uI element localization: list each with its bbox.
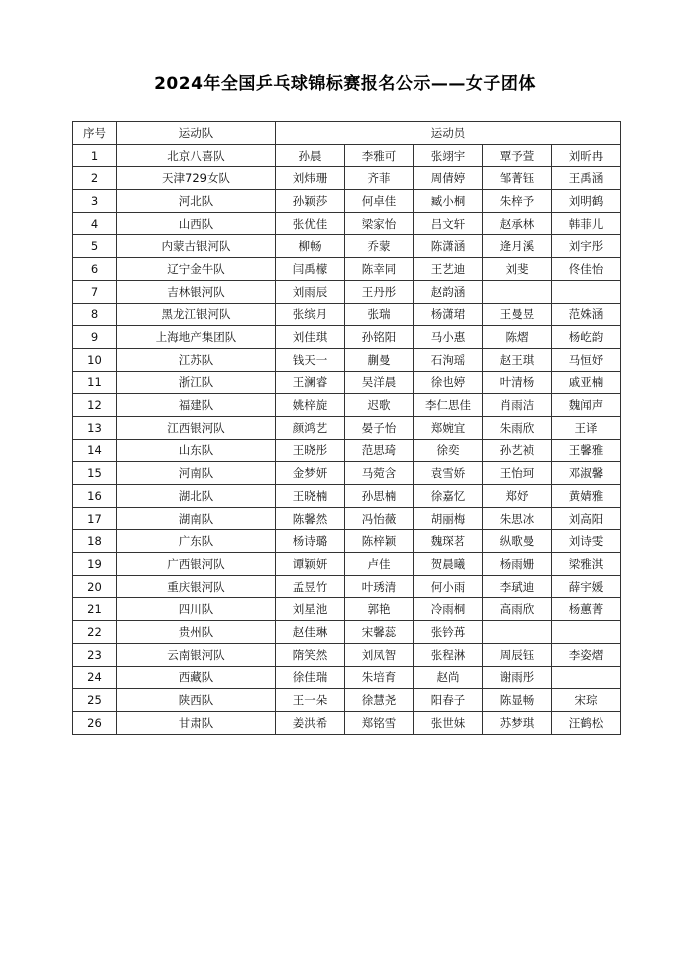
player-cell: 柳畅 [276, 235, 345, 258]
player-cell: 王怡珂 [483, 462, 552, 485]
table-row [73, 280, 621, 303]
player-cell: 赵承林 [483, 212, 552, 235]
player-cell: 刘佳琪 [276, 326, 345, 349]
player-cell [483, 621, 552, 644]
team-cell: 贵州队 [117, 621, 276, 644]
serial-number-cell: 12 [73, 394, 117, 417]
player-cell [552, 666, 621, 689]
team-cell: 甘肃队 [117, 711, 276, 734]
player-cell: 姚梓旋 [276, 394, 345, 417]
team-cell: 山西队 [117, 212, 276, 235]
team-cell: 云南银河队 [117, 643, 276, 666]
serial-number-cell: 9 [73, 326, 117, 349]
player-cell: 吕文轩 [414, 212, 483, 235]
team-cell: 陕西队 [117, 689, 276, 712]
player-cell: 刘星池 [276, 598, 345, 621]
player-cell: 邹菁钰 [483, 167, 552, 190]
serial-number-cell: 20 [73, 575, 117, 598]
player-cell: 纵歌曼 [483, 530, 552, 553]
player-cell: 范姝涵 [552, 303, 621, 326]
serial-number-cell: 17 [73, 507, 117, 530]
table-row [73, 348, 621, 371]
player-cell: 黄婧雅 [552, 485, 621, 508]
table-row [73, 643, 621, 666]
serial-number-cell: 24 [73, 666, 117, 689]
player-cell: 陈梓颖 [345, 530, 414, 553]
serial-number-cell: 26 [73, 711, 117, 734]
player-cell: 冯怡薇 [345, 507, 414, 530]
team-cell: 内蒙古银河队 [117, 235, 276, 258]
table-row [73, 462, 621, 485]
team-cell: 重庆银河队 [117, 575, 276, 598]
header-serial-number: 序号 [73, 122, 117, 145]
player-cell: 逄月溪 [483, 235, 552, 258]
player-cell: 王曼昱 [483, 303, 552, 326]
player-cell: 赵王琪 [483, 348, 552, 371]
team-cell: 江西银河队 [117, 416, 276, 439]
player-cell: 卢佳 [345, 553, 414, 576]
player-cell: 佟佳怡 [552, 258, 621, 281]
player-cell: 李雅可 [345, 144, 414, 167]
player-cell: 齐菲 [345, 167, 414, 190]
player-cell: 戚亚楠 [552, 371, 621, 394]
team-cell: 浙江队 [117, 371, 276, 394]
serial-number-cell: 11 [73, 371, 117, 394]
player-cell [552, 621, 621, 644]
player-cell: 魏闻声 [552, 394, 621, 417]
player-cell [483, 280, 552, 303]
serial-number-cell: 10 [73, 348, 117, 371]
table-row [73, 711, 621, 734]
header-players: 运动员 [276, 122, 621, 145]
player-cell: 徐慧尧 [345, 689, 414, 712]
table-row [73, 507, 621, 530]
table-row [73, 144, 621, 167]
player-cell: 王禹涵 [552, 167, 621, 190]
player-cell: 孙艺祯 [483, 439, 552, 462]
table-header-row [73, 122, 621, 145]
table-row [73, 394, 621, 417]
player-cell: 郭艳 [345, 598, 414, 621]
player-cell: 杨诗璐 [276, 530, 345, 553]
table-row [73, 326, 621, 349]
player-cell: 臧小桐 [414, 190, 483, 213]
player-cell: 李珷迪 [483, 575, 552, 598]
player-cell: 王澜睿 [276, 371, 345, 394]
player-cell: 马小惠 [414, 326, 483, 349]
player-cell: 朱培育 [345, 666, 414, 689]
table-row [73, 575, 621, 598]
player-cell: 李仁思佳 [414, 394, 483, 417]
player-cell: 金梦妍 [276, 462, 345, 485]
player-cell: 张世妹 [414, 711, 483, 734]
header-team: 运动队 [117, 122, 276, 145]
player-cell: 周辰钰 [483, 643, 552, 666]
team-cell: 江苏队 [117, 348, 276, 371]
player-cell: 张优佳 [276, 212, 345, 235]
table-row [73, 598, 621, 621]
player-cell: 刘雨辰 [276, 280, 345, 303]
player-cell: 徐嘉忆 [414, 485, 483, 508]
player-cell: 周倩婷 [414, 167, 483, 190]
player-cell: 迟歌 [345, 394, 414, 417]
table-row [73, 621, 621, 644]
player-cell: 苏梦琪 [483, 711, 552, 734]
player-cell: 刘明鹤 [552, 190, 621, 213]
player-cell: 徐奕 [414, 439, 483, 462]
player-cell: 刘炜珊 [276, 167, 345, 190]
player-cell: 张翊宇 [414, 144, 483, 167]
player-cell: 朱梓予 [483, 190, 552, 213]
player-cell: 袁雪娇 [414, 462, 483, 485]
player-cell: 赵韵涵 [414, 280, 483, 303]
player-cell: 朱思冰 [483, 507, 552, 530]
player-cell: 孙颖莎 [276, 190, 345, 213]
player-cell: 贺晨曦 [414, 553, 483, 576]
player-cell: 叶清杨 [483, 371, 552, 394]
player-cell: 孙铭阳 [345, 326, 414, 349]
player-cell: 汪鹤松 [552, 711, 621, 734]
player-cell: 朱雨欣 [483, 416, 552, 439]
table-row [73, 530, 621, 553]
player-cell: 杨潇珺 [414, 303, 483, 326]
team-cell: 河南队 [117, 462, 276, 485]
player-cell: 薛宇媛 [552, 575, 621, 598]
table-row [73, 416, 621, 439]
table-row [73, 235, 621, 258]
table-row [73, 485, 621, 508]
player-cell: 刘昕冉 [552, 144, 621, 167]
player-cell: 宋馨蕊 [345, 621, 414, 644]
player-cell: 张钤苒 [414, 621, 483, 644]
player-cell: 何小雨 [414, 575, 483, 598]
player-cell: 徐也婷 [414, 371, 483, 394]
player-cell: 王馨雅 [552, 439, 621, 462]
player-cell: 冷雨桐 [414, 598, 483, 621]
player-cell: 魏琛茗 [414, 530, 483, 553]
player-cell: 邓淑馨 [552, 462, 621, 485]
player-cell: 杨雨姗 [483, 553, 552, 576]
player-cell: 胡丽梅 [414, 507, 483, 530]
player-cell: 王一朵 [276, 689, 345, 712]
serial-number-cell: 21 [73, 598, 117, 621]
table-row [73, 190, 621, 213]
team-cell: 河北队 [117, 190, 276, 213]
team-cell: 西藏队 [117, 666, 276, 689]
player-cell: 闫禹檬 [276, 258, 345, 281]
table-row [73, 553, 621, 576]
player-cell: 李姿熠 [552, 643, 621, 666]
player-cell: 蒯曼 [345, 348, 414, 371]
player-cell: 刘凤智 [345, 643, 414, 666]
serial-number-cell: 13 [73, 416, 117, 439]
player-cell: 孟昱竹 [276, 575, 345, 598]
player-cell: 马恒妤 [552, 348, 621, 371]
player-cell: 谭颖妍 [276, 553, 345, 576]
player-cell: 梁雅淇 [552, 553, 621, 576]
player-cell: 肖雨洁 [483, 394, 552, 417]
table-row [73, 303, 621, 326]
player-cell: 颜鸿艺 [276, 416, 345, 439]
serial-number-cell: 25 [73, 689, 117, 712]
player-cell: 晏子怡 [345, 416, 414, 439]
team-cell: 山东队 [117, 439, 276, 462]
table-row [73, 371, 621, 394]
serial-number-cell: 22 [73, 621, 117, 644]
player-cell: 郑婉宜 [414, 416, 483, 439]
player-cell: 陈显畅 [483, 689, 552, 712]
serial-number-cell: 7 [73, 280, 117, 303]
player-cell: 高雨欣 [483, 598, 552, 621]
table-row [73, 212, 621, 235]
player-cell: 谢雨彤 [483, 666, 552, 689]
team-cell: 四川队 [117, 598, 276, 621]
registration-table [72, 121, 621, 735]
serial-number-cell: 5 [73, 235, 117, 258]
serial-number-cell: 8 [73, 303, 117, 326]
player-cell: 梁家怡 [345, 212, 414, 235]
serial-number-cell: 18 [73, 530, 117, 553]
player-cell: 赵尚 [414, 666, 483, 689]
player-cell: 杨蕙菁 [552, 598, 621, 621]
serial-number-cell: 4 [73, 212, 117, 235]
player-cell: 何卓佳 [345, 190, 414, 213]
player-cell: 陈幸同 [345, 258, 414, 281]
player-cell: 王晓彤 [276, 439, 345, 462]
table-body [73, 144, 621, 734]
player-cell: 王艺迪 [414, 258, 483, 281]
player-cell: 刘诗雯 [552, 530, 621, 553]
team-cell: 辽宁金牛队 [117, 258, 276, 281]
team-cell: 湖北队 [117, 485, 276, 508]
player-cell: 陈潇涵 [414, 235, 483, 258]
team-cell: 广西银河队 [117, 553, 276, 576]
player-cell: 覃予萱 [483, 144, 552, 167]
player-cell: 韩菲儿 [552, 212, 621, 235]
player-cell: 王晓楠 [276, 485, 345, 508]
serial-number-cell: 14 [73, 439, 117, 462]
player-cell: 张程淋 [414, 643, 483, 666]
player-cell: 刘宇彤 [552, 235, 621, 258]
team-cell: 吉林银河队 [117, 280, 276, 303]
serial-number-cell: 15 [73, 462, 117, 485]
player-cell: 隋笑然 [276, 643, 345, 666]
serial-number-cell: 3 [73, 190, 117, 213]
team-cell: 广东队 [117, 530, 276, 553]
team-cell: 黑龙江银河队 [117, 303, 276, 326]
player-cell: 范思琦 [345, 439, 414, 462]
player-cell: 陈熠 [483, 326, 552, 349]
page-title: 2024年全国乒乓球锦标赛报名公示——女子团体 [154, 74, 536, 94]
player-cell: 马菀含 [345, 462, 414, 485]
player-cell: 刘高阳 [552, 507, 621, 530]
player-cell: 赵佳琳 [276, 621, 345, 644]
player-cell: 孙晨 [276, 144, 345, 167]
team-cell: 福建队 [117, 394, 276, 417]
team-cell: 天津729女队 [117, 167, 276, 190]
player-cell: 孙思楠 [345, 485, 414, 508]
player-cell: 姜洪希 [276, 711, 345, 734]
player-cell: 宋琮 [552, 689, 621, 712]
team-cell: 上海地产集团队 [117, 326, 276, 349]
team-cell: 湖南队 [117, 507, 276, 530]
table-row [73, 258, 621, 281]
player-cell: 王译 [552, 416, 621, 439]
player-cell: 徐佳瑞 [276, 666, 345, 689]
player-cell: 郑铭雪 [345, 711, 414, 734]
serial-number-cell: 19 [73, 553, 117, 576]
table-row [73, 666, 621, 689]
player-cell: 张瑞 [345, 303, 414, 326]
player-cell: 刘斐 [483, 258, 552, 281]
player-cell: 乔蒙 [345, 235, 414, 258]
player-cell: 张缤月 [276, 303, 345, 326]
serial-number-cell: 1 [73, 144, 117, 167]
player-cell: 阳春子 [414, 689, 483, 712]
serial-number-cell: 23 [73, 643, 117, 666]
player-cell: 杨屹韵 [552, 326, 621, 349]
player-cell: 叶琇清 [345, 575, 414, 598]
serial-number-cell: 2 [73, 167, 117, 190]
player-cell [552, 280, 621, 303]
serial-number-cell: 16 [73, 485, 117, 508]
player-cell: 吴洋晨 [345, 371, 414, 394]
table-row [73, 689, 621, 712]
serial-number-cell: 6 [73, 258, 117, 281]
player-cell: 郑妤 [483, 485, 552, 508]
team-cell: 北京八喜队 [117, 144, 276, 167]
player-cell: 陈馨然 [276, 507, 345, 530]
player-cell: 钱天一 [276, 348, 345, 371]
table-row [73, 439, 621, 462]
player-cell: 石洵瑶 [414, 348, 483, 371]
player-cell: 王丹彤 [345, 280, 414, 303]
table-row [73, 167, 621, 190]
